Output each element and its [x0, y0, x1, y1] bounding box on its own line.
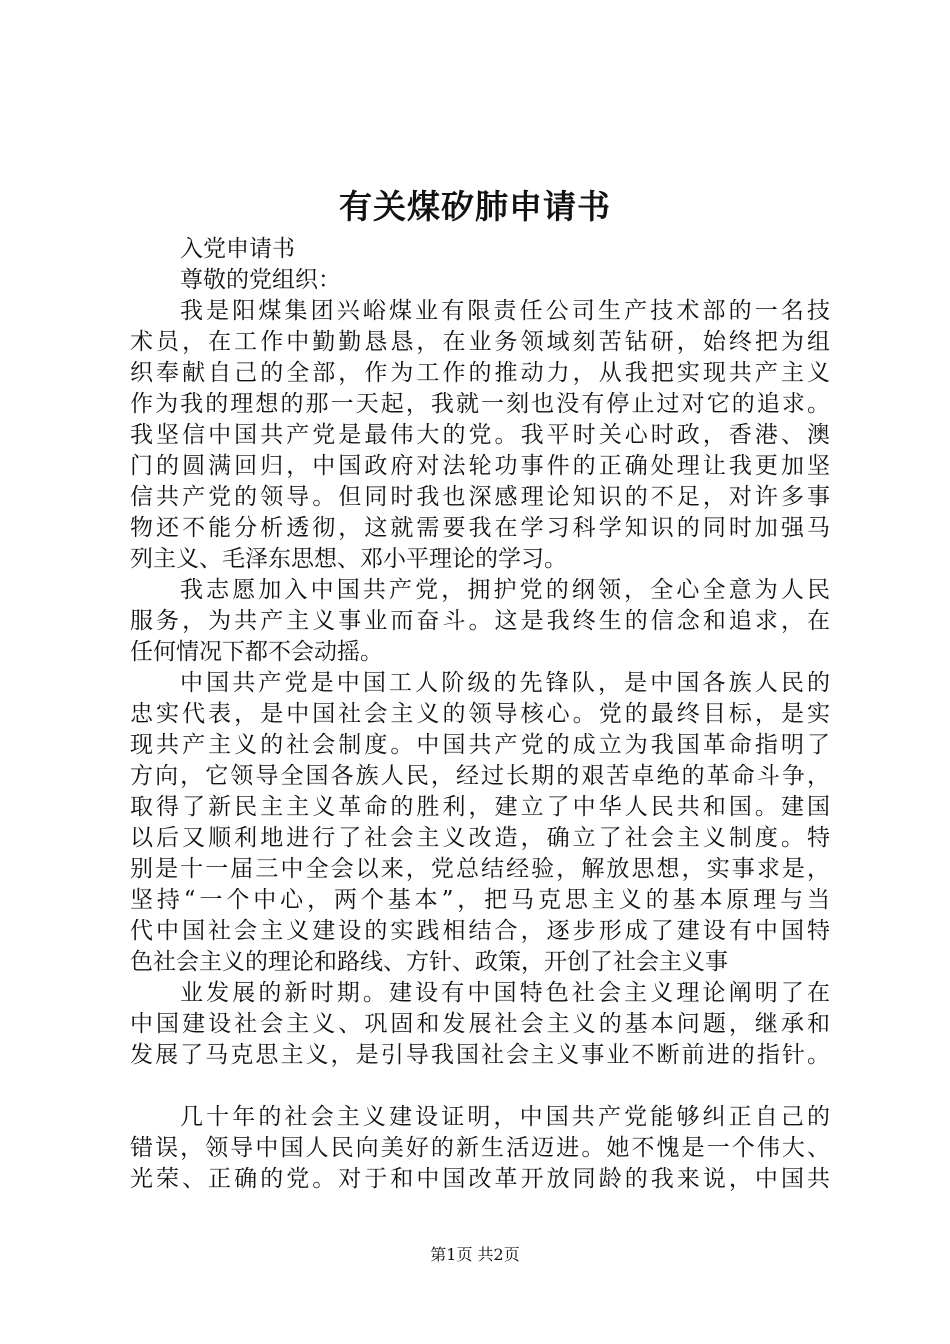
- text-line: 服务，为共产主义事业而奋斗。这是我终生的信念和追求，在: [130, 608, 830, 634]
- text-line: 方向，它领导全国各族人民，经过长期的艰苦卓绝的革命斗争，: [130, 763, 830, 789]
- text-line: 我坚信中国共产党是最伟大的党。我平时关心时政，香港、澳: [130, 422, 830, 448]
- text-line: 我是阳煤集团兴峪煤业有限责任公司生产技术部的一名技: [180, 298, 830, 324]
- text-line: 取得了新民主主义革命的胜利，建立了中华人民共和国。建国: [130, 794, 830, 820]
- page-footer: 第1页 共2页: [430, 1245, 520, 1264]
- document-body: [130, 234, 830, 1195]
- text-line: 以后又顺利地进行了社会主义改造，确立了社会主义制度。特: [130, 825, 830, 851]
- text-line: 列主义、毛泽东思想、邓小平理论的学习。: [130, 546, 567, 572]
- text-line: 中国建设社会主义、巩固和发展社会主义的基本问题，继承和: [130, 1011, 830, 1037]
- text-line: 几十年的社会主义建设证明，中国共产党能够纠正自己的: [180, 1104, 830, 1130]
- paragraph-gap: [130, 1071, 830, 1102]
- text-line: 发展了马克思主义，是引导我国社会主义事业不断前进的指针。: [130, 1042, 830, 1068]
- text-line: 织奉献自己的全部，作为工作的推动力，从我把实现共产主义: [130, 360, 830, 386]
- text-line: 尊敬的党组织：: [180, 267, 341, 293]
- text-line: 作为我的理想的那一天起，我就一刻也没有停止过对它的追求。: [130, 391, 830, 417]
- text-line: 业发展的新时期。建设有中国特色社会主义理论阐明了在: [180, 980, 830, 1006]
- text-line: 任何情况下都不会动摇。: [130, 639, 383, 665]
- text-line: 坚持“一个中心，两个基本”，把马克思主义的基本原理与当: [130, 887, 830, 913]
- text-line: 错误，领导中国人民向美好的新生活迈进。她不愧是一个伟大、: [130, 1135, 830, 1161]
- text-line: 代中国社会主义建设的实践相结合，逐步形成了建设有中国特: [130, 918, 830, 944]
- text-line: 别是十一届三中全会以来，党总结经验，解放思想，实事求是，: [130, 856, 830, 882]
- text-line: 门的圆满回归，中国政府对法轮功事件的正确处理让我更加坚: [130, 453, 830, 479]
- text-line: 忠实代表，是中国社会主义的领导核心。党的最终目标，是实: [130, 701, 830, 727]
- text-line: 术员，在工作中勤勤恳恳，在业务领域刻苦钻研，始终把为组: [130, 329, 830, 355]
- text-line: 物还不能分析透彻，这就需要我在学习科学知识的同时加强马: [130, 515, 830, 541]
- text-line: 色社会主义的理论和路线、方针、政策，开创了社会主义事: [130, 949, 728, 975]
- document-title: 有关煤矽肺申请书: [339, 187, 611, 226]
- text-line: 光荣、正确的党。对于和中国改革开放同龄的我来说，中国共: [130, 1166, 830, 1192]
- text-line: 现共产主义的社会制度。中国共产党的成立为我国革命指明了: [130, 732, 830, 758]
- text-line: 信共产党的领导。但同时我也深感理论知识的不足，对许多事: [130, 484, 830, 510]
- text-line: 中国共产党是中国工人阶级的先锋队，是中国各族人民的: [180, 670, 830, 696]
- text-line: 我志愿加入中国共产党，拥护党的纲领，全心全意为人民: [180, 577, 830, 603]
- text-line: 入党申请书: [180, 236, 295, 262]
